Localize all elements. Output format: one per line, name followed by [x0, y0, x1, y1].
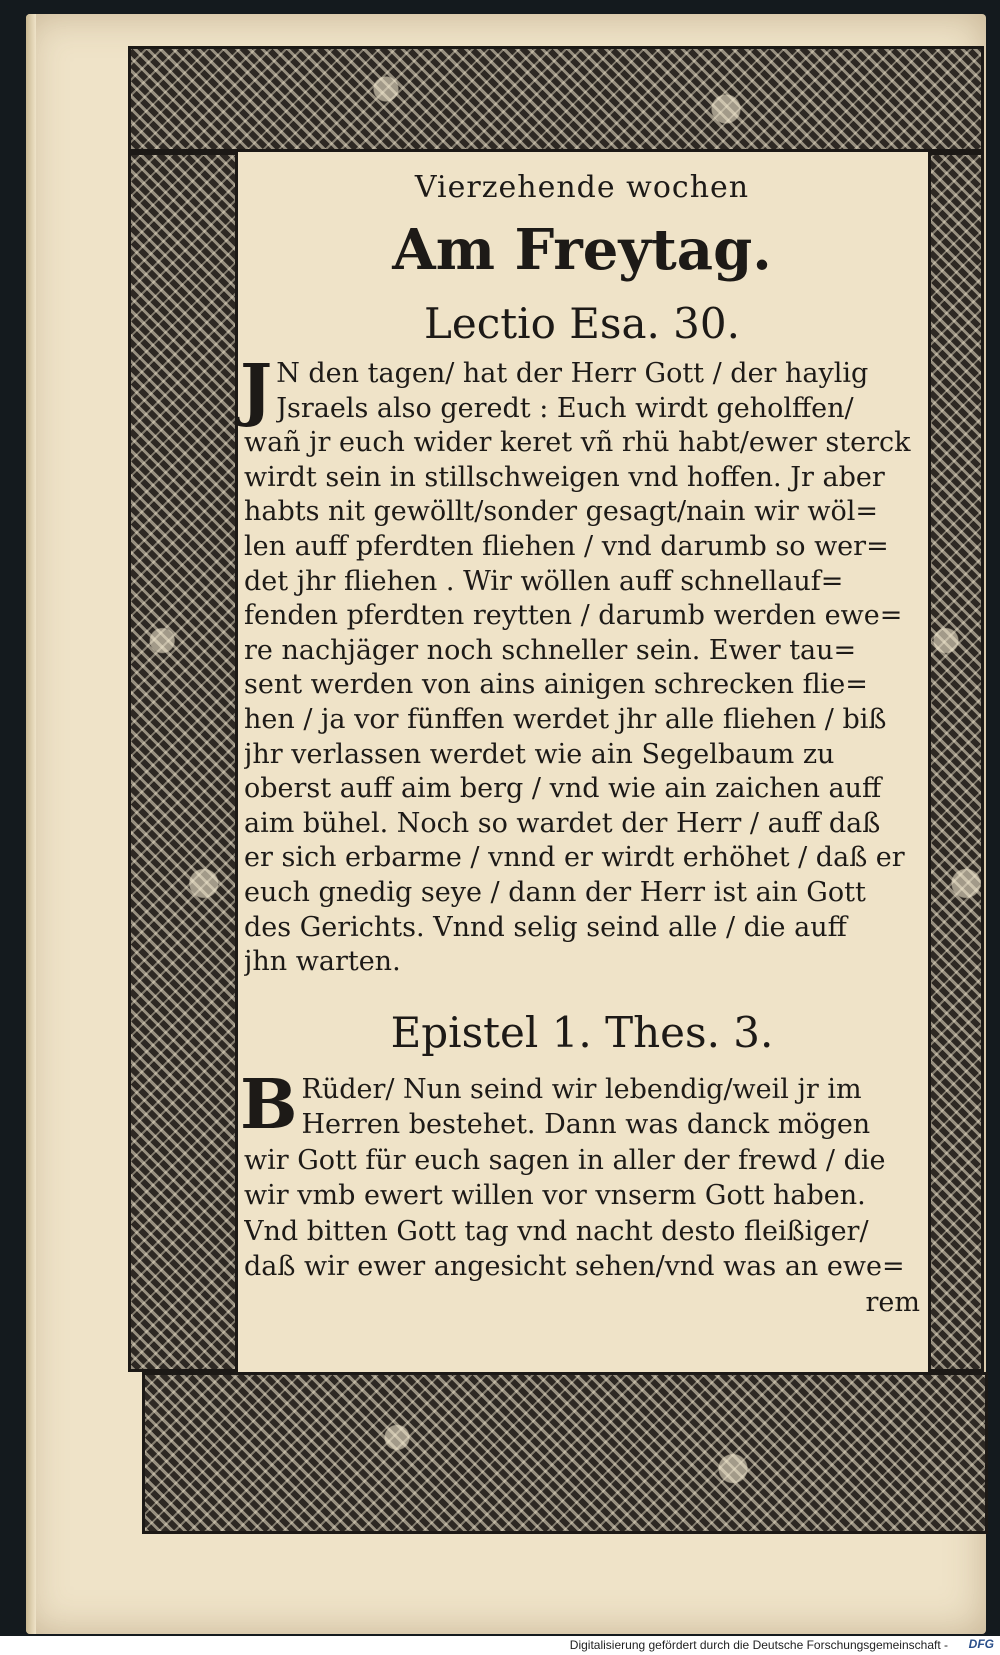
- dfg-logo: DFG: [968, 1637, 994, 1651]
- text-line: euch gnedig seye / dann der Herr ist ain Gott: [244, 876, 866, 908]
- running-head: Vierzehende wochen: [414, 170, 750, 205]
- text-line: er sich erbarme / vnnd er wirdt erhöhet / daß er: [244, 842, 905, 874]
- day-heading: Am Freytag.: [392, 217, 772, 283]
- text-line: Rüder/ Nun seind wir lebendig/weil jr im: [301, 1073, 862, 1105]
- text-line: len auff pferdten fliehen / vnd darumb so wer=: [244, 530, 889, 562]
- text-line: Vnd bitten Gott tag vnd nacht desto fleißiger/: [244, 1215, 869, 1247]
- text-line: re nachjäger noch schneller sein. Ewer tau=: [244, 634, 857, 666]
- epistel-heading: Epistel 1. Thes. 3.: [390, 1007, 774, 1057]
- lectio-initial: J: [240, 350, 273, 430]
- text-line: wir vmb ewert willen vor vnserm Gott haben.: [244, 1180, 866, 1212]
- epistel-initial: B: [240, 1064, 298, 1145]
- text-line: jhr verlassen werdet wie ain Segelbaum zu: [244, 738, 835, 770]
- woodcut-border-bottom: [142, 1372, 988, 1534]
- woodcut-border-top: [128, 46, 984, 152]
- text-line: sent werden von ains ainigen schrecken flie=: [244, 669, 868, 701]
- text-line: habts nit gewöllt/sonder gesagt/nain wir wöl=: [244, 496, 879, 528]
- catchword: rem: [865, 1286, 920, 1318]
- funding-note: Digitalisierung gefördert durch die Deutsche Forschungsgemeinschaft -: [569, 1638, 948, 1652]
- text-line: N den tagen/ hat der Herr Gott / der haylig: [276, 358, 869, 389]
- text-line: wirdt sein in stillschweigen vnd hoffen. Jr aber: [244, 461, 885, 493]
- epistel-text: [240, 1064, 920, 1321]
- woodcut-border-right: [928, 152, 984, 1372]
- lectio-text: [240, 350, 920, 980]
- text-line: wir Gott für euch sagen in aller der frewd / die: [244, 1144, 886, 1176]
- text-line: det jhr fliehen . Wir wöllen auff schnellauf=: [244, 565, 844, 597]
- text-line: aim bühel. Noch so wardet der Herr / auff daß: [244, 807, 881, 839]
- text-line: Herren bestehet. Dann was danck mögen: [301, 1109, 871, 1141]
- text-line: hen / ja vor fünffen werdet jhr alle fliehen / biß: [244, 703, 887, 735]
- text-line: des Gerichts. Vnnd selig seind alle / die auff: [244, 911, 847, 943]
- text-line: fenden pferdten reytten / darumb werden ewe=: [244, 600, 903, 632]
- text-line: jhn warten.: [244, 946, 401, 978]
- text-line: wañ jr euch wider keret vñ rhü habt/ewer sterck: [244, 427, 911, 459]
- text-block: [240, 160, 920, 1320]
- text-line: oberst auff aim berg / vnd wie ain zaichen auff: [244, 773, 882, 805]
- text-line: daß wir ewer angesicht sehen/vnd was an ewe=: [244, 1251, 905, 1283]
- text-line: Jsraels also geredt : Euch wirdt geholffen/: [276, 392, 854, 424]
- woodcut-border-left: [128, 152, 238, 1372]
- page-edge: [26, 14, 36, 1634]
- lectio-heading: Lectio Esa. 30.: [424, 299, 740, 348]
